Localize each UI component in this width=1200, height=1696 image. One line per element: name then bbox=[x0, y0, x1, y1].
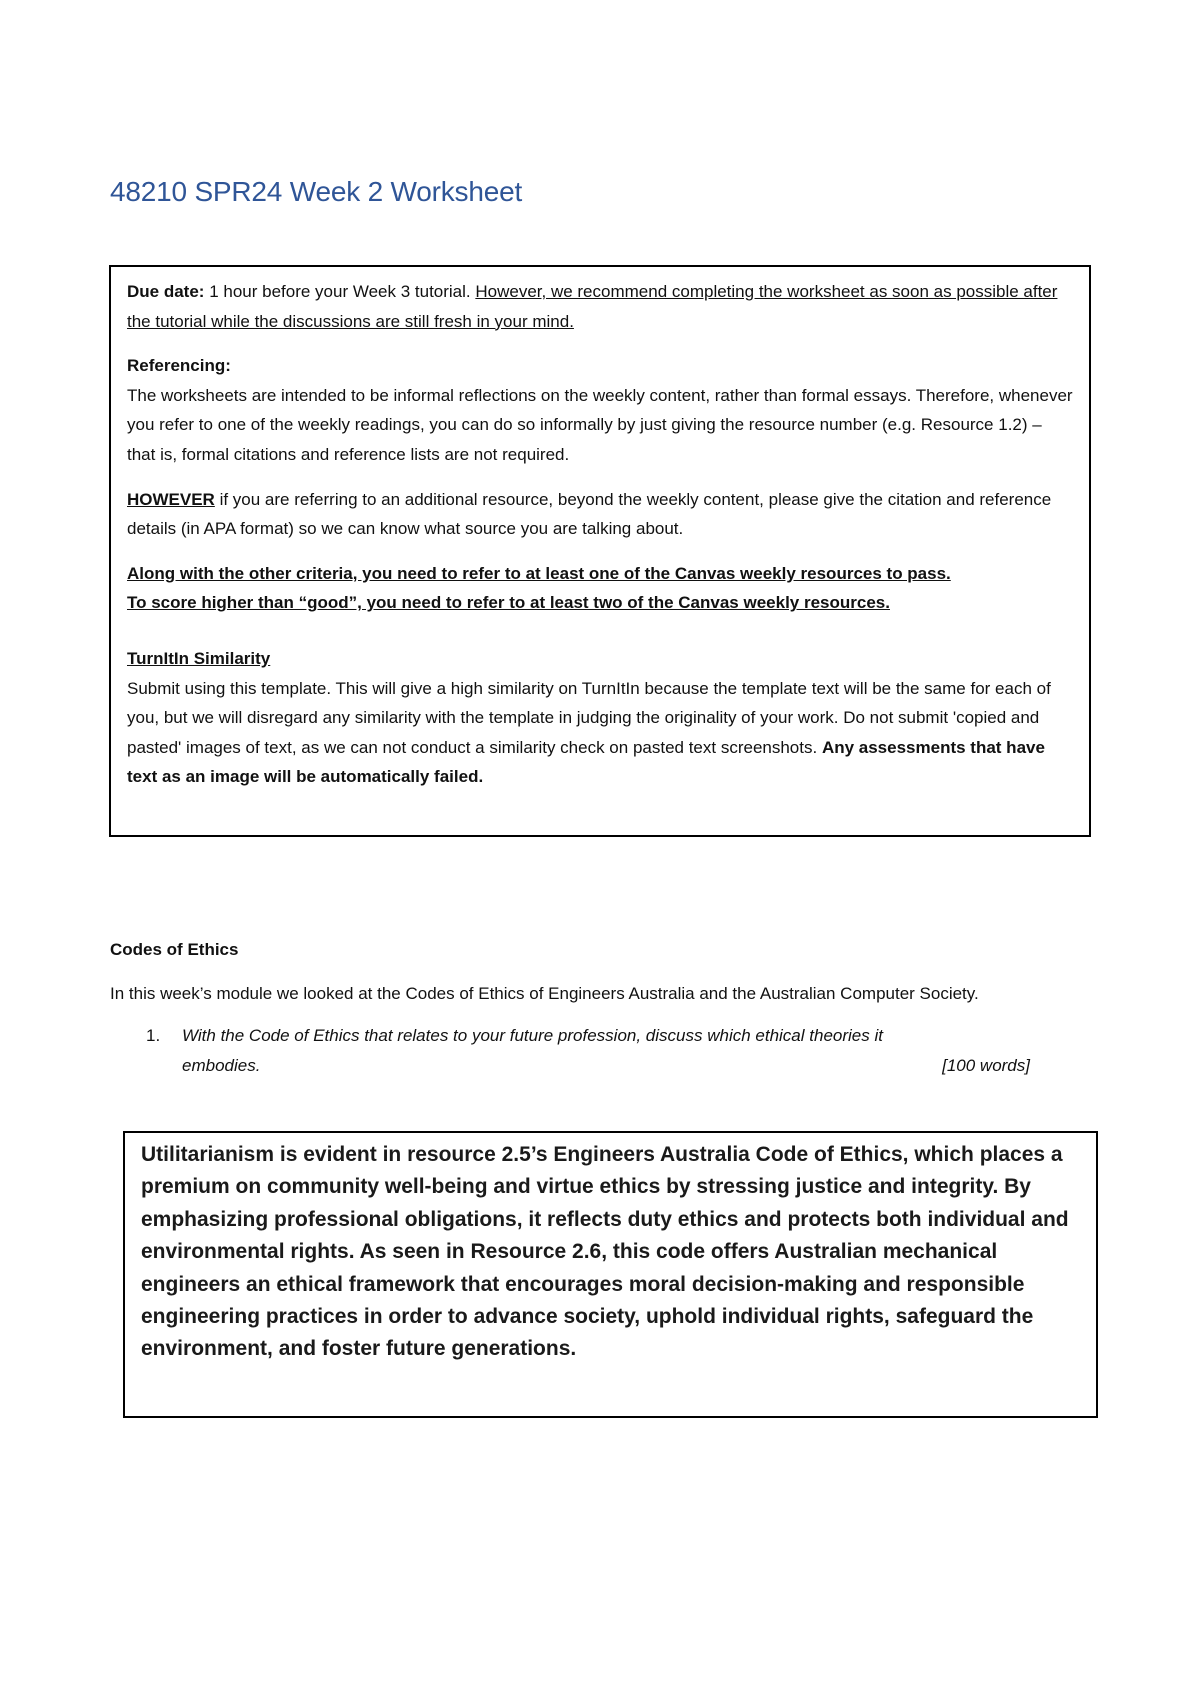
question-body bbox=[182, 1021, 1030, 1080]
due-date-paragraph bbox=[127, 277, 1073, 336]
referencing-text: The worksheets are intended to be informal reflections on the weekly content, rather than formal essays. Therefore, whenever you refer to one of the weekly readings, you can do so informally by just giving the resource number (e.g. Resource 1.2) – that is, formal citations and reference lists are not required. bbox=[127, 385, 1073, 464]
however-label: HOWEVER bbox=[127, 489, 215, 509]
turnitin-paragraph bbox=[127, 644, 1073, 792]
codes-of-ethics-section bbox=[110, 935, 1100, 1080]
turnitin-text: Submit using this template. This will give a high similarity on TurnItIn because the template text will be the same for each of you, but we will disregard any similarity with the template in judging the originality of your work. Do not submit 'copied and pasted' images of text, as we can not conduct a similarity check on pasted text screenshots. bbox=[127, 678, 1051, 757]
however-paragraph bbox=[127, 485, 1073, 544]
answer-box[interactable] bbox=[123, 1131, 1098, 1418]
due-date-text: 1 hour before your Week 3 tutorial. bbox=[204, 282, 476, 301]
question-number: 1. bbox=[146, 1026, 161, 1046]
instructions-box bbox=[109, 265, 1091, 837]
pass-criteria-line2: To score higher than “good”, you need to refer to at least two of the Canvas weekly resources. bbox=[127, 593, 890, 613]
word-limit: [100 words] bbox=[942, 1055, 1030, 1075]
section-intro: In this week’s module we looked at the Codes of Ethics of Engineers Australia and the Australian Computer Society. bbox=[110, 983, 979, 1003]
referencing-paragraph bbox=[127, 351, 1073, 469]
question-1 bbox=[110, 1021, 1100, 1080]
page-title: 48210 SPR24 Week 2 Worksheet bbox=[110, 176, 523, 207]
answer-text: Utilitarianism is evident in resource 2.5’s Engineers Australia Code of Ethics, which places a premium on community well-being and virtue ethics by stressing justice and integrity. By emphasizing professional obligations, it reflects duty ethics and protects both individual and environmental rights. As seen in Resource 2.6, this code offers Australian mechanical engineers an ethical framework that encourages moral decision-making and responsible engineering practices in order to advance society, uphold individual rights, safeguard the environment, and foster future generations. bbox=[141, 1143, 1069, 1361]
however-text: if you are referring to an additional resource, beyond the weekly content, please give the citation and reference details (in APA format) so we can know what source you are talking about. bbox=[127, 489, 1052, 539]
question-text-line1: With the Code of Ethics that relates to your future profession, discuss which ethical theories it bbox=[182, 1026, 883, 1046]
question-text-line2: embodies. bbox=[182, 1055, 261, 1075]
question-line2 bbox=[182, 1051, 1030, 1081]
pass-criteria-line1: Along with the other criteria, you need to refer to at least one of the Canvas weekly resources to pass. bbox=[127, 563, 951, 583]
referencing-label: Referencing: bbox=[127, 356, 231, 376]
section-title: Codes of Ethics bbox=[110, 940, 239, 959]
pass-criteria bbox=[127, 559, 1073, 618]
turnitin-warning: Any assessments that have text as an image will be automatically failed. bbox=[127, 737, 1045, 787]
turnitin-label: TurnItIn Similarity bbox=[127, 648, 271, 668]
due-date-recommendation: However, we recommend completing the worksheet as soon as possible after the tutorial while the discussions are still fresh in your mind. bbox=[127, 282, 1058, 331]
due-date-label: Due date: bbox=[127, 282, 205, 301]
